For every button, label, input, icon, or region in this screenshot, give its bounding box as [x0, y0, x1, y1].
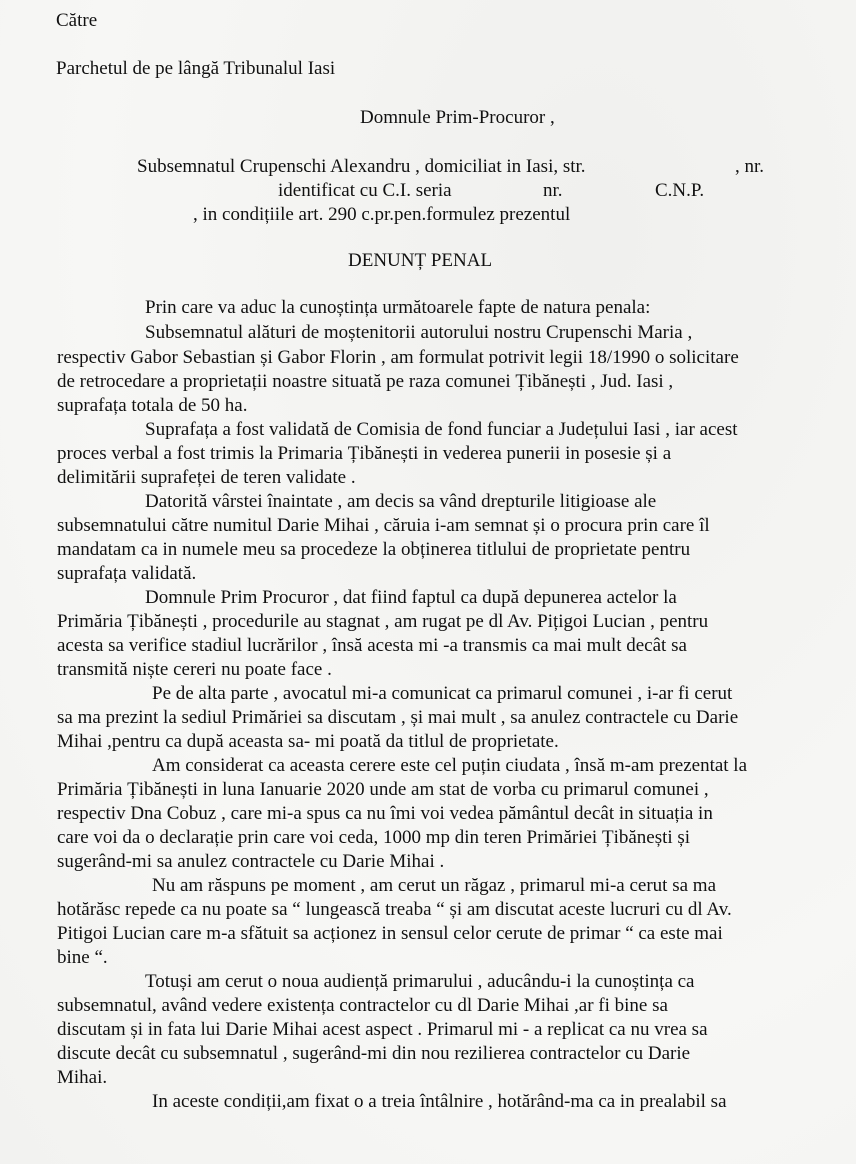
body-line: Subsemnatul alături de moștenitorii autorului nostru Crupenschi Maria , — [145, 322, 693, 343]
body-line: respectiv Gabor Sebastian și Gabor Florin , am formulat potrivit legii 18/1990 o solicitare — [57, 347, 739, 368]
body-line: Mihai. — [57, 1067, 108, 1088]
body-line: Totuși am cerut o noua audiență primarului , aducându-i la cunoștința ca — [145, 971, 695, 992]
body-line: Pe de alta parte , avocatul mi-a comunicat ca primarul comunei , i-ar fi cerut — [152, 683, 733, 704]
body-line: Prin care va aduc la cunoștința următoarele fapte de natura penala: — [145, 297, 651, 318]
intro-line-1a: Subsemnatul Crupenschi Alexandru , domiciliat in Iasi, str. — [137, 156, 586, 177]
body-line: de retrocedare a proprietații noastre situată pe raza comunei Țibănești , Jud. Iasi , — [57, 371, 674, 392]
intro-line-3: , in condițiile art. 290 c.pr.pen.formulez prezentul — [193, 204, 571, 225]
body-line: delimitării suprafeței de teren validate . — [57, 467, 356, 488]
body-line: subsemnatului către numitul Darie Mihai , căruia i-am semnat și o procura prin care îl — [57, 515, 710, 536]
to-label: Către — [56, 10, 98, 31]
body-line: Suprafața a fost validată de Comisia de fond funciar a Județului Iasi , iar acest — [145, 419, 738, 440]
body-line: discutam și in fata lui Darie Mihai acest aspect . Primarul mi - a replicat ca nu vrea sa — [57, 1019, 708, 1040]
salutation: Domnule Prim-Procuror , — [360, 107, 555, 128]
body-line: bine “. — [57, 947, 108, 968]
body-line: suprafața validată. — [57, 563, 197, 584]
document-title: DENUNȚ PENAL — [348, 250, 493, 271]
body-line: care voi da o declarație prin care voi ceda, 1000 mp din teren Primăriei Țibănești și — [57, 827, 691, 848]
intro-line-2a: identificat cu C.I. seria — [278, 180, 452, 201]
intro-line-2b: nr. — [543, 180, 563, 201]
body-line: Primăria Țibănești , procedurile au stagnat , am rugat pe dl Av. Pițigoi Lucian , pentru — [57, 611, 709, 632]
recipient: Parchetul de pe lângă Tribunalul Iasi — [56, 58, 336, 79]
body-line: sugerând-mi sa anulez contractele cu Darie Mihai . — [57, 851, 445, 872]
body-line: suprafața totala de 50 ha. — [57, 395, 248, 416]
body-line: Datorită vârstei înaintate , am decis sa vând drepturile litigioase ale — [145, 491, 657, 512]
body-line: hotărăsc repede ca nu poate sa “ lungească treaba “ și am discutat aceste lucruri cu dl Av. — [57, 899, 732, 920]
body-line: Domnule Prim Procuror , dat fiind faptul ca după depunerea actelor la — [145, 587, 677, 608]
body-line: discute decât cu subsemnatul , sugerând-mi din nou rezilierea contractelor cu Darie — [57, 1043, 691, 1064]
intro-line-2c: C.N.P. — [655, 180, 705, 201]
body-line: subsemnatul, având vedere existența contractelor cu dl Darie Mihai ,ar fi bine sa — [57, 995, 668, 1016]
body-line: Am considerat ca aceasta cerere este cel puțin ciudata , însă m-am prezentat la — [152, 755, 748, 776]
body-line: Nu am răspuns pe moment , am cerut un răgaz , primarul mi-a cerut sa ma — [152, 875, 716, 896]
body-line: mandatam ca in numele meu sa procedeze la obținerea titlului de proprietate pentru — [57, 539, 691, 560]
body-line: Mihai ,pentru ca după aceasta sa- mi poată da titlul de proprietate. — [57, 731, 559, 752]
body-line: sa ma prezint la sediul Primăriei sa discutam , și mai mult , sa anulez contractele cu Darie — [57, 707, 739, 728]
body-line: transmită niște cereri nu poate face . — [57, 659, 332, 680]
body-line: acesta sa verifice stadiul lucrărilor , însă acesta mi -a transmis ca mai mult decât sa — [57, 635, 687, 656]
body-line: respectiv Dna Cobuz , care mi-a spus ca nu îmi voi vedea pământul decât in situația in — [57, 803, 713, 824]
body-line: Primăria Țibănești in luna Ianuarie 2020 unde am stat de vorba cu primarul comunei , — [57, 779, 709, 800]
intro-line-1b: , nr. — [735, 156, 765, 177]
body-line: Pitigoi Lucian care m-a sfătuit sa acționez in sensul celor cerute de primar “ ca este mai — [57, 923, 723, 944]
body-line: proces verbal a fost trimis la Primaria Țibănești in vederea punerii in posesie și a — [57, 443, 672, 464]
body-line: In aceste condiții,am fixat o a treia întâlnire , hotărând-ma ca in prealabil sa — [152, 1091, 727, 1112]
